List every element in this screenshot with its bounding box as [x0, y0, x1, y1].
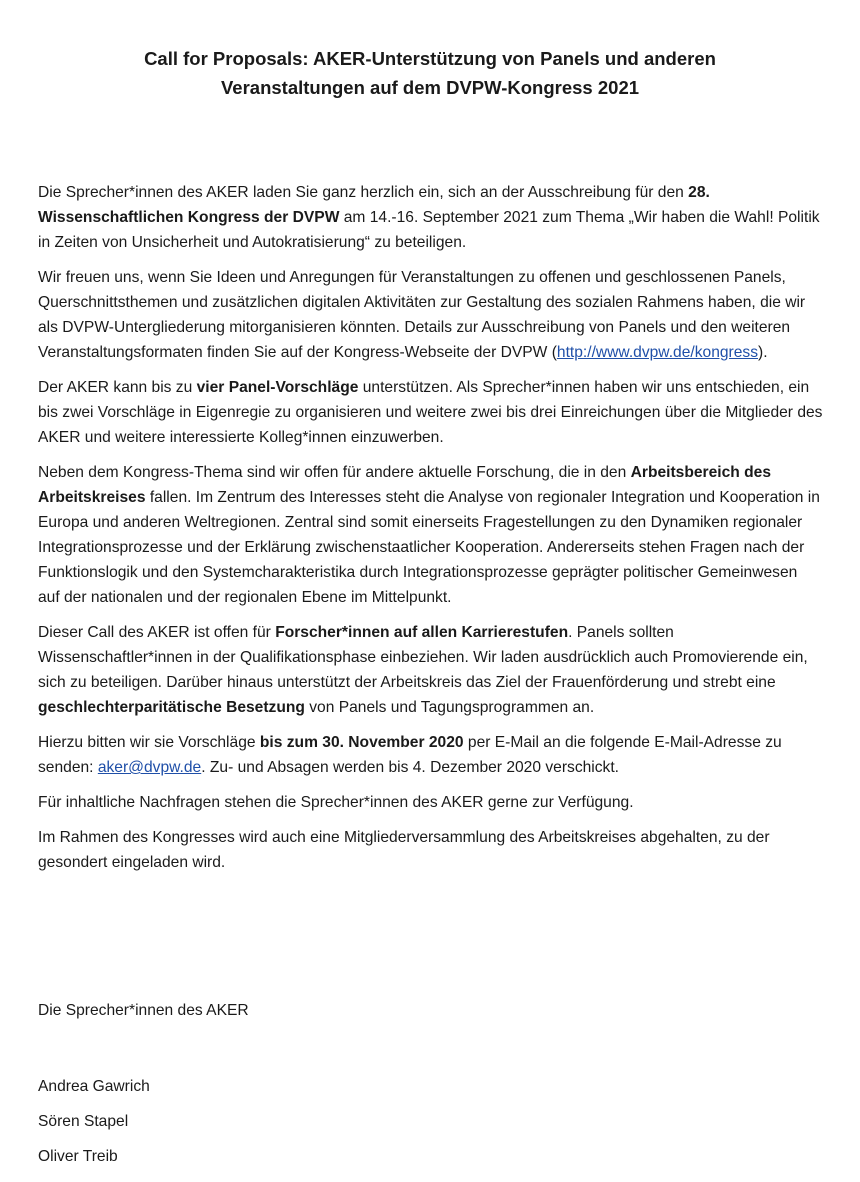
bold-panel-count: vier Panel-Vorschläge	[196, 379, 359, 396]
paragraph-assembly: Im Rahmen des Kongresses wird auch eine Mitgliederversammlung des Arbeitskreises abgehalten, zu der gesondert eingeladen wird.	[38, 829, 770, 871]
text-span: von Panels und Tagungsprogrammen an.	[304, 699, 595, 716]
bold-gender-parity: geschlechterparitätische Besetzung	[38, 699, 305, 716]
document-body	[38, 180, 823, 885]
text-span: . Zu- und Absagen werden bis 4. Dezember 2020 verschickt.	[201, 759, 620, 776]
signer-list	[38, 1069, 150, 1174]
paragraph-panel-proposals	[38, 375, 823, 450]
signer-name: Andrea Gawrich	[38, 1078, 150, 1095]
paragraph-deadline	[38, 730, 823, 780]
title-line-2: Veranstaltungen auf dem DVPW-Kongress 2021	[220, 77, 640, 98]
paragraph-eligibility	[38, 620, 823, 720]
text-span: ).	[758, 344, 768, 361]
bold-work-area: Arbeitsbereich des Arbeitskreises	[38, 464, 772, 506]
text-span: Die Sprecher*innen des AKER laden Sie ganz herzlich ein, sich an der Ausschreibung für den	[38, 184, 689, 201]
title-line-1: Call for Proposals: AKER-Unterstützung von Panels und anderen	[144, 48, 716, 69]
congress-link[interactable]: http://www.dvpw.de/kongress	[556, 344, 758, 361]
text-span: am 14.-16. September 2021 zum Thema „Wir haben die Wahl! Politik in Zeiten von Unsicherheit und Autokratisierung“ zu beteiligen.	[38, 209, 820, 251]
bold-deadline: bis zum 30. November 2020	[259, 734, 464, 751]
paragraph-ideas	[38, 265, 823, 365]
signer-name: Sören Stapel	[38, 1113, 129, 1130]
bold-congress-name: 28. Wissenschaftlichen Kongress der DVPW	[38, 184, 710, 226]
email-link[interactable]: aker@dvpw.de	[97, 759, 202, 776]
text-span: unterstützen. Als Sprecher*innen haben wir uns entschieden, ein bis zwei Vorschläge in Eigenregie zu organisieren und weitere zwei bis drei Einreichungen über die Mitglieder des AKER und weitere interessierte Kolleg*innen einzuwerben.	[38, 379, 823, 446]
text-span: per E-Mail an die folgende E-Mail-Adresse zu senden:	[38, 734, 782, 776]
paragraph-contact: Für inhaltliche Nachfragen stehen die Sprecher*innen des AKER gerne zur Verfügung.	[38, 794, 634, 811]
paragraph-invitation	[38, 180, 823, 255]
closing-line: Die Sprecher*innen des AKER	[38, 1002, 249, 1019]
text-span: Hierzu bitten wir sie Vorschläge	[38, 734, 260, 751]
text-span: Dieser Call des AKER ist offen für	[38, 624, 276, 641]
text-span: . Panels sollten Wissenschaftler*innen in der Qualifikationsphase einbeziehen. Wir laden ausdrücklich auch Promovierende ein, sich zu beteiligen. Darüber hinaus unterstützt der Arbeitskreis das Ziel der Frauenförderung und strebt eine	[38, 624, 808, 691]
bold-career-stages: Forscher*innen auf allen Karrierestufen	[275, 624, 569, 641]
text-span: fallen. Im Zentrum des Interesses steht die Analyse von regionaler Integration und Kooperation in Europa und anderen Weltregionen. Zentral sind somit einerseits Fragestellungen zu den Dynamiken regionaler Integrationsprozesse und der Erklärung zwischenstaatlicher Kooperation. Andererseits stehen Fragen nach der Funktionslogik und den Systemcharakteristika durch Integrationsprozesse geprägter politischer Gemeinwesen auf der nationalen und der regionalen Ebene im Mittelpunkt.	[38, 489, 820, 606]
text-span: Wir freuen uns, wenn Sie Ideen und Anregungen für Veranstaltungen zu offenen und geschlossenen Panels, Querschnittsthemen und zusätzlichen digitalen Aktivitäten zur Gestaltung des sozialen Rahmens haben, die wir als DVPW-Untergliederung mitorganisieren könnten. Details zur Ausschreibung von Panels und den weiteren Veranstaltungsformaten finden Sie auf der Kongress-Webseite der DVPW (	[38, 269, 806, 361]
document-title	[40, 44, 820, 102]
signer-name: Oliver Treib	[38, 1148, 118, 1165]
text-span: Neben dem Kongress-Thema sind wir offen für andere aktuelle Forschung, die in den	[38, 464, 631, 481]
text-span: Der AKER kann bis zu	[38, 379, 197, 396]
paragraph-research-scope	[38, 460, 823, 610]
